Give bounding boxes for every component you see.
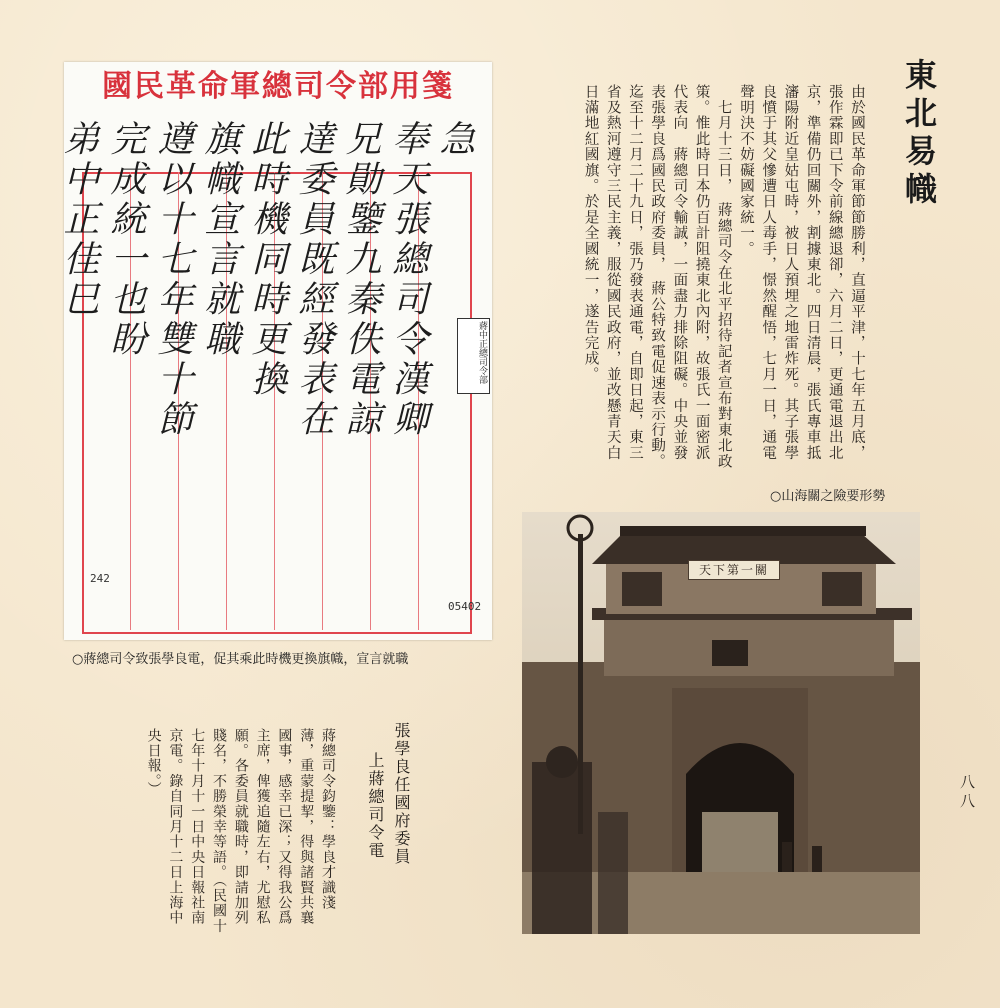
telegram-title-line2: 上蔣總司令電: [366, 752, 385, 860]
article-title: 東北易幟: [900, 58, 938, 210]
letter-handwriting: 急 奉天張總司令漢卿 兄勛鑒九秦佚電諒 達委員既經發表在 此時機同時更換 旗幟宣言就職 遵以十七年雙十節 完成統一也盼 弟中正佳巳: [58, 120, 475, 440]
gate-sign: 天下第一關: [688, 560, 780, 580]
telegram-title-line1: 張學良任國府委員: [392, 722, 411, 866]
telegram-body: 蔣總司令鈞鑒：學良才識淺薄，重蒙提挈，得與諸賢共襄國事，感幸已深；又得我公爲主席，俾獲追隨左右，尤慰私願。各委員就職時，即請加列賤名，不勝榮幸等語。（民國十七年十月十一日中央日報社南京電。錄自同月十二日上海中央日報。）: [145, 728, 336, 934]
page-number: 八八: [958, 774, 976, 812]
letter-scan: [58, 62, 492, 640]
article-body: 由於國民革命軍節節勝利，直逼平津，十七年五月底，張作霖即已下令前線總退卻，六月二日，更通電退出北京，準備仍回關外，割據東北。四日清晨，張氏專車抵瀋陽附近皇姑屯時，被日人預埋之地雷炸死。其子張學良憤于其父慘遭日人毒手，憬然醒悟，七月一日，通電聲明決不妨礙國家統一。 七月十三日， 蔣總司令在北平招待記者宣布對東北政策。惟此時日本仍百計阻撓東北內附，故張氏一面密派代表向 蔣總司令輸誠，一面盡力排除阻礙。中央並發表張學良爲國民政府委員， 蔣公特致電促速表示行動。迄至十二月二十九日，張乃發表通電，自即日起，東三省及熱河遵守三民主義，服從國民政府，並改懸青天白日滿地紅國旗。於是全國統一，遂告完成。: [582, 84, 865, 470]
photo-caption: ○山海關之險要形勢: [770, 489, 886, 504]
letter-caption: ○蔣總司令致張學良電，促其乘此時機更換旗幟，宣言就職: [72, 652, 409, 667]
archive-stamp: 蔣中正總司令部: [457, 318, 490, 394]
letter-letterhead: 國民革命軍總司令部用箋: [102, 69, 454, 104]
letter-page-number: 242: [90, 572, 110, 585]
letter-reference-number: 05402: [448, 600, 482, 613]
